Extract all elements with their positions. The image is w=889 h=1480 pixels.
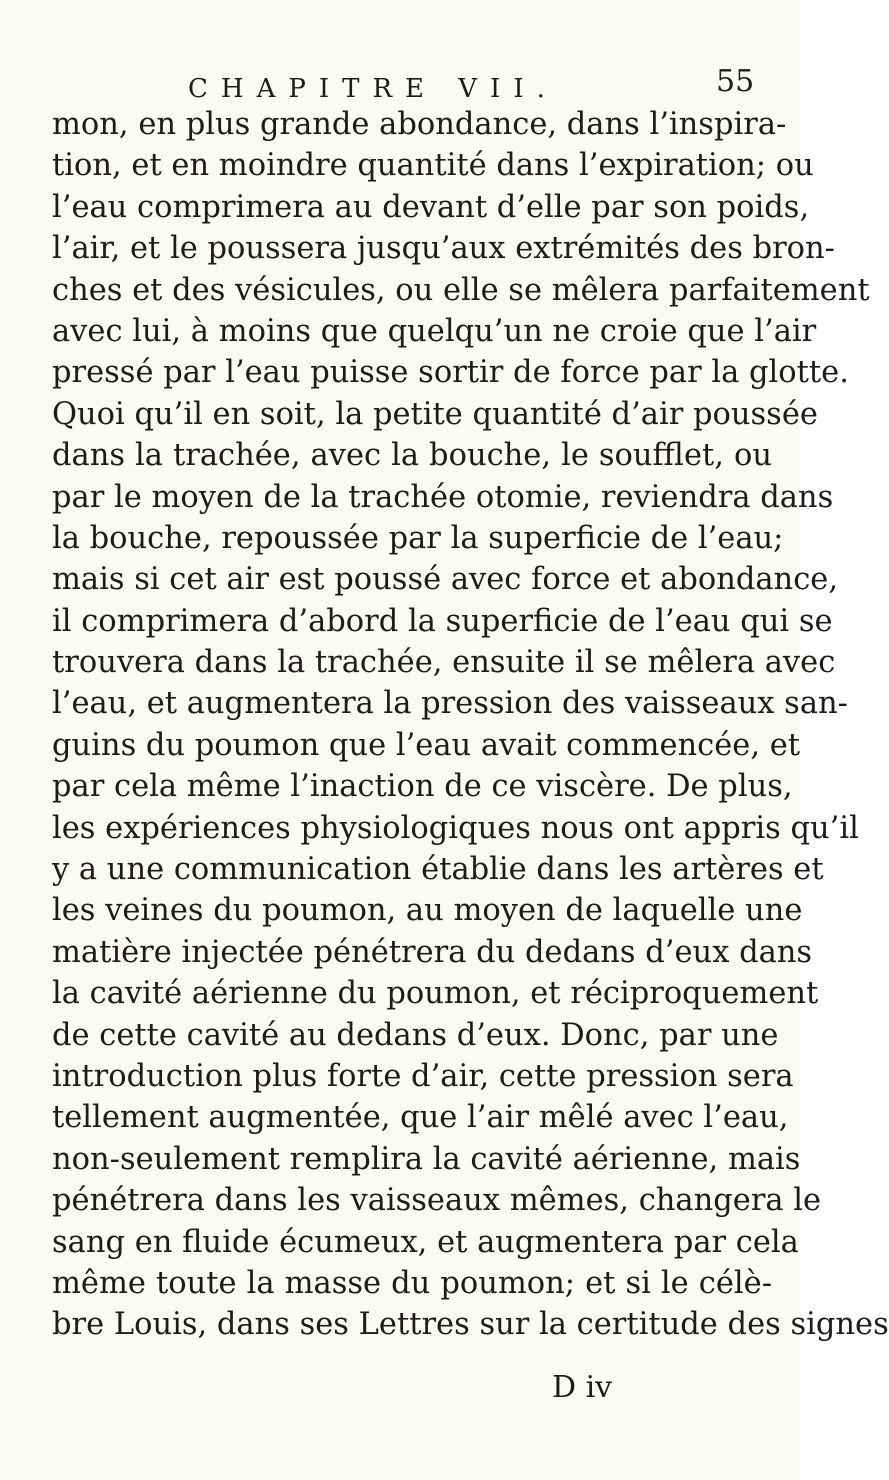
text-line: de cette cavité au dedans d’eux. Donc, par une [52, 1017, 779, 1053]
text-line: ches et des vésicules, ou elle se mêlera parfaitement [52, 272, 870, 308]
text-line: guins du poumon que l’eau avait commencée, et [52, 727, 801, 763]
text-line: avec lui, à moins que quelqu’un ne croie que l’air [52, 313, 817, 349]
text-line: pressé par l’eau puisse sortir de force par la glotte. [52, 355, 849, 391]
text-line: y a une communication établie dans les artères et [52, 852, 824, 888]
page-number: 55 [716, 64, 755, 99]
text-line: mais si cet air est poussé avec force et abondance, [52, 562, 839, 598]
text-line: tellement augmentée, que l’air mêlé avec l’eau, [52, 1100, 789, 1136]
text-line: l’air, et le poussera jusqu’aux extrémités des bron- [52, 231, 835, 267]
text-line: mon, en plus grande abondance, dans l’inspira- [52, 107, 787, 142]
text-line: tion, et en moindre quantité dans l’expiration; ou [52, 148, 814, 184]
text-line: par le moyen de la trachée otomie, reviendra dans [52, 479, 834, 515]
text-line: même toute la masse du poumon; et si le célè- [52, 1265, 772, 1301]
body-text [52, 104, 889, 1346]
text-line: dans la trachée, avec la bouche, le soufflet, ou [52, 438, 772, 474]
text-line: il comprimera d’abord la superficie de l’eau qui se [52, 603, 833, 639]
text-line: non-seulement remplira la cavité aérienne, mais [52, 1141, 801, 1177]
text-line: bre Louis, dans ses Lettres sur la certitude des signes [52, 1307, 889, 1343]
text-line: introduction plus forte d’air, cette pression sera [52, 1058, 794, 1094]
text-line: Quoi qu’il en soit, la petite quantité d’air poussée [52, 396, 818, 432]
text-line: l’eau comprimera au devant d’elle par son poids, [52, 189, 810, 225]
text-line: les veines du poumon, au moyen de laquelle une [52, 893, 803, 929]
text-line: l’eau, et augmentera la pression des vaisseaux san- [52, 686, 848, 722]
text-line: la cavité aérienne du poumon, et réciproquement [52, 976, 819, 1012]
text-line: sang en fluide écumeux, et augmentera par cela [52, 1224, 799, 1260]
text-line: pénétrera dans les vaisseaux mêmes, changera le [52, 1183, 822, 1219]
signature-mark: D iv [552, 1370, 613, 1405]
text-line: matière injectée pénétrera du dedans d’eux dans [52, 934, 813, 970]
text-line: trouvera dans la trachée, ensuite il se mêlera avec [52, 645, 836, 681]
text-line: par cela même l’inaction de ce viscère. De plus, [52, 769, 793, 805]
text-line: les expériences physiologiques nous ont appris qu’il [52, 810, 859, 846]
running-head: CHAPITRE VII. [188, 74, 558, 104]
text-line: la bouche, repoussée par la superficie de l’eau; [52, 520, 784, 556]
